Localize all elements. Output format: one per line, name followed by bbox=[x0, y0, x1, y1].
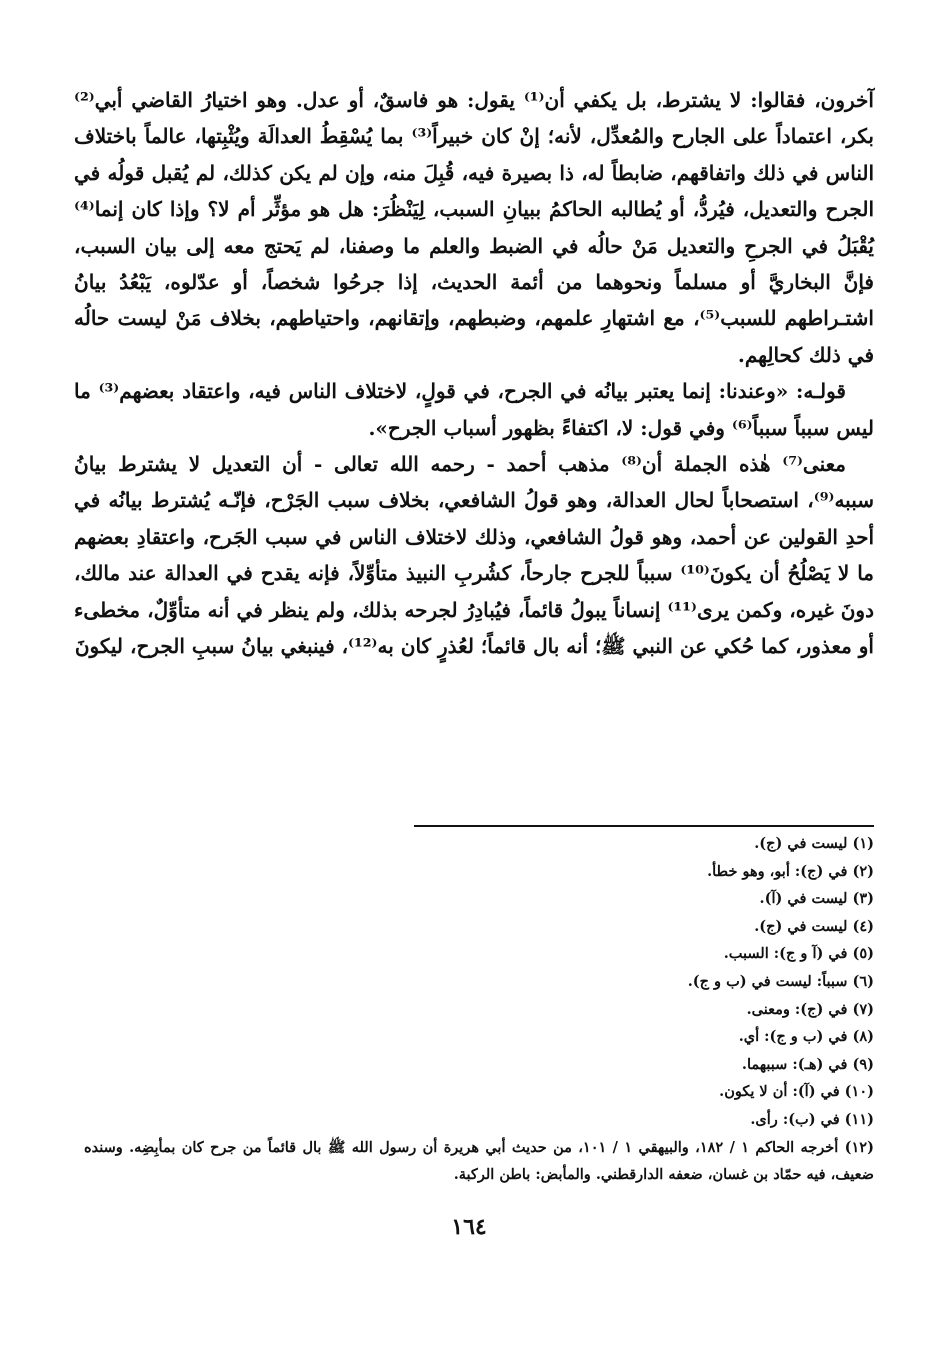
footnote-separator bbox=[414, 825, 874, 827]
footnote-12: (١٢) أخرجه الحاكم ١ / ١٨٢، والبيهقي ١ / ١٠١، من حديث أبي هريرة أن رسول الله ﷺ بال قائماً من جرح كان بمأبِضِه. وسنده ضعيف، فيه حمّاد بن غسان، ضعفه الدارقطني. والمأبض: باطن الركبة. bbox=[84, 1138, 874, 1184]
paragraph-2: قولـه: «وعندنا: إنما يعتبر بيانُه في الجرح، في قولٍ، لاختلاف الناس فيه، واعتقاد بعضهم⁽³⁾ ما ليس سبباً سبباً⁽⁶⁾ وفي قول: لا، اكتفاءً بظهور أسباب الجرح». bbox=[74, 379, 874, 440]
paragraph-1: آخرون، فقالوا: لا يشترط، بل يكفي أن⁽¹⁾ يقول: هو فاسقٌ، أو عدل. وهو اختيارُ القاضي أبي⁽²⁾ بكر، اعتماداً على الجارح والمُعدِّل، لأنه؛ إنْ كان خبيراً⁽³⁾ بما يُسْقِطُ العدالَة ويُثْبِتها، عالماً باختلاف الناس في ذلك واتفاقهم، ضابطاً له، ذا بصيرة فيه، قُبِلَ منه، وإن لم يكن كذلك، لم يُقبل قولُه في الجرح والتعديل، فيُردُّ، أو يُطالبه الحاكمُ ببيانِ السبب، لِيَنْظُرَ: هل هو مؤثِّر أم لا؟ وإذا كان إنما⁽⁴⁾ يُقْبَلُ في الجرحِ والتعديل مَنْ حالُه في الضبط والعلم ما وصفنا، لم يَحتج معه إلى بيان السبب، فإنَّ البخاريَّ أو مسلماً ونحوهما من أئمة الحديث، إذا جرحُوا شخصاً، أو عدّلوه، يَبْعُدُ بيانُ اشتـراطهم للسبب⁽⁵⁾، مع اشتهارِ علمهم، وضبطهم، وإتقانهم، واحتياطهم، بخلاف مَنْ ليست حالُه في ذلك كحالِهم. bbox=[74, 88, 874, 367]
footnote-7: (٧) في (ج): ومعنى. bbox=[746, 1000, 874, 1018]
footnote-9: (٩) في (هـ): سببهما. bbox=[741, 1055, 874, 1073]
footnote-11: (١١) في (ب): رأى. bbox=[750, 1110, 874, 1128]
footnote-10: (١٠) في (آ): أن لا يكون. bbox=[719, 1083, 874, 1101]
footnote-3: (٣) ليست في (آ). bbox=[759, 890, 874, 908]
footnote-6: (٦) سبباً: ليست في (ب و ج). bbox=[687, 972, 874, 990]
footnote-4: (٤) ليست في (ج). bbox=[754, 917, 874, 935]
footnote-8: (٨) في (ب و ج): أي. bbox=[738, 1028, 874, 1046]
paragraph-3: معنى⁽⁷⁾ هٰذه الجملة أن⁽⁸⁾ مذهب أحمد - رحمه الله تعالى - أن التعديل لا يشترط بيانُ سببه⁽⁹⁾، استصحاباً لحال العدالة، وهو قولُ الشافعي، بخلاف سبب الجَرْح، فإنّـه يُشترط بيانُه في أحدِ القولين عن أحمد، وهو قولُ الشافعي، وذلك لاختلاف الناس في سبب الجَرح، واعتقادِ بعضهم ما لا يَصْلُحُ أن يكونَ⁽¹⁰⁾ سبباً للجرح جارحاً، كشُربِ النبيذ متأوِّلاً، فإنه يقدح في العدالة عند مالك، دونَ غيره، وكمن يرى⁽¹¹⁾ إنساناً يبولُ قائماً، فيُبادِرُ لجرحه بذلك، ولم ينظر في أنه متأوِّلٌ، مخطىء أو معذور، كما حُكي عن النبي ﷺ؛ أنه بال قائماً؛ لعُذرٍ كان به⁽¹²⁾، فينبغي بيانُ سببِ الجرح، ليكونَ bbox=[74, 452, 874, 659]
footnotes-section bbox=[84, 830, 874, 1189]
page-number: ١٦٤ bbox=[451, 1214, 487, 1240]
footnote-5: (٥) في (آ و ج): السبب. bbox=[723, 945, 874, 963]
main-text-body bbox=[74, 82, 874, 665]
footnote-2: (٢) في (ج): أبو، وهو خطأ. bbox=[707, 862, 874, 880]
footnote-1: (١) ليست في (ج). bbox=[754, 835, 874, 852]
